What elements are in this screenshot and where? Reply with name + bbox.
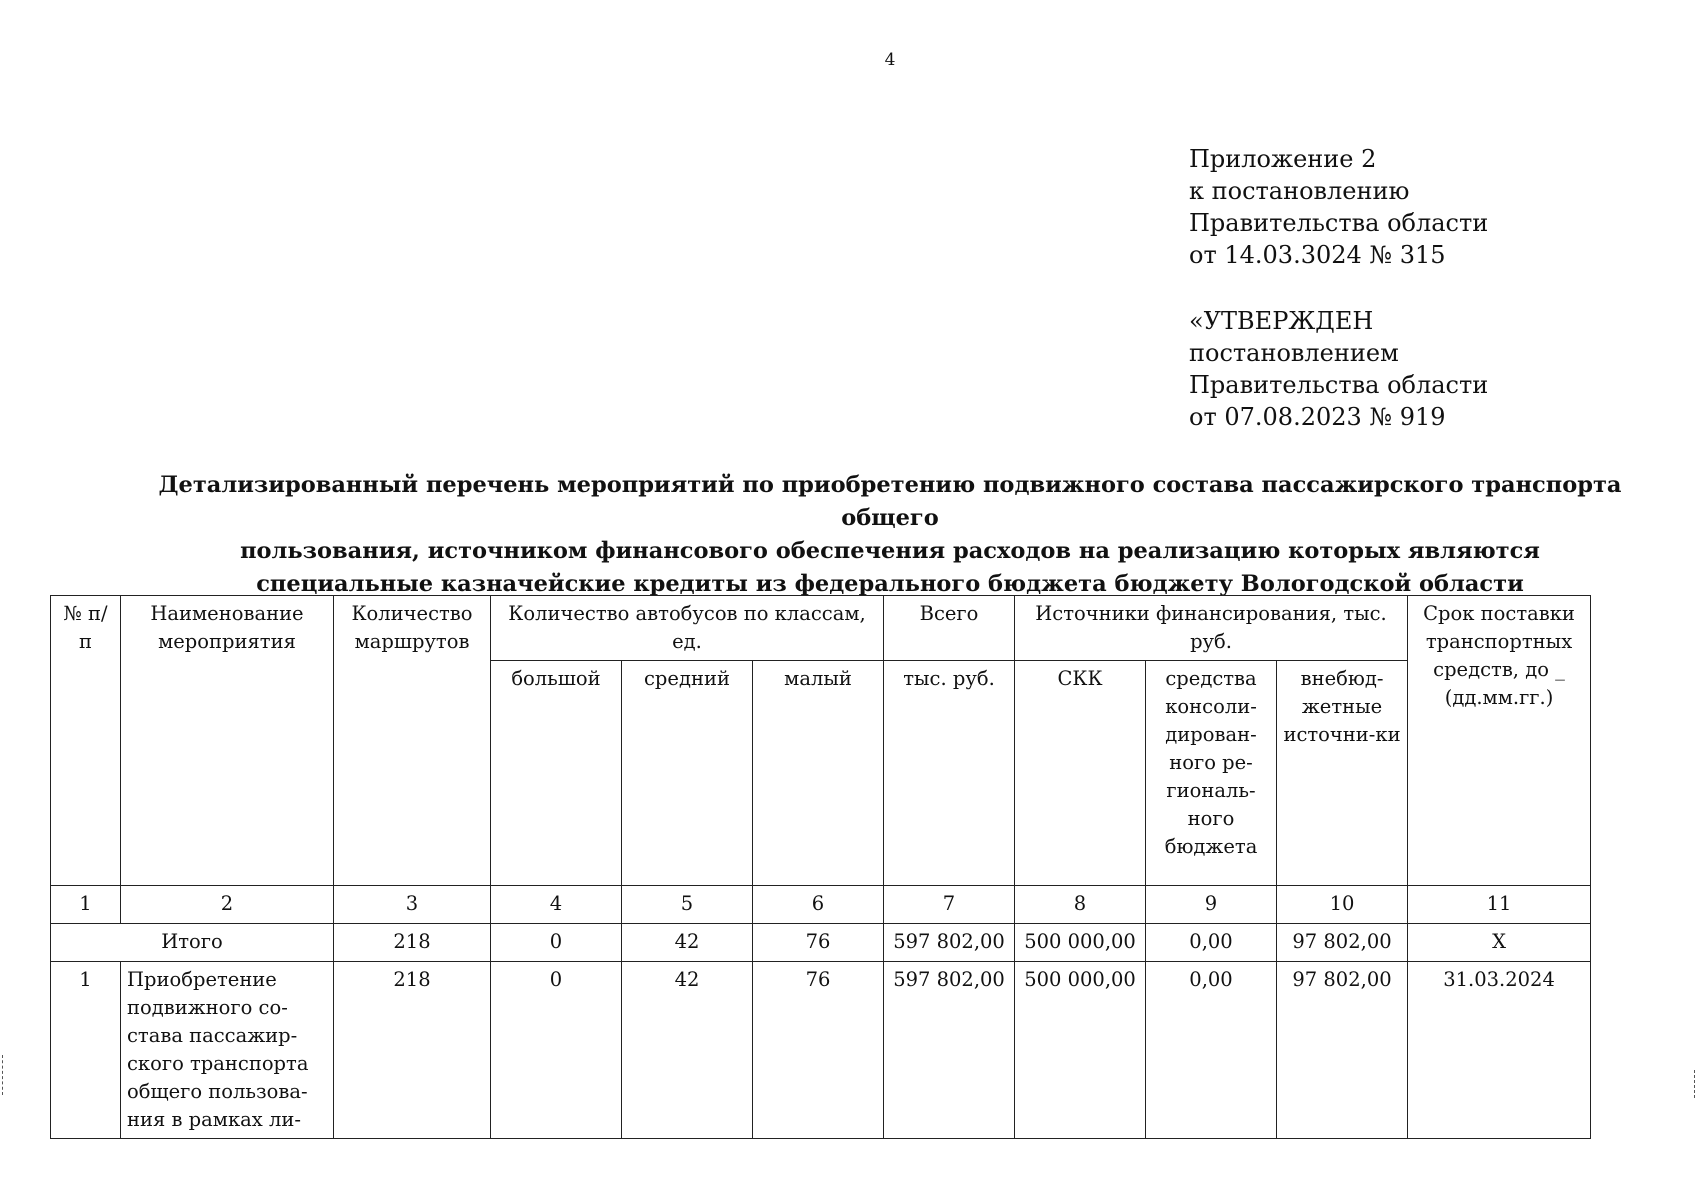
total-label: Итого <box>51 924 334 962</box>
column-number: 5 <box>622 886 753 924</box>
total-small: 76 <box>753 924 884 962</box>
title-line: специальные казначейские кредиты из федерального бюджета бюджету Вологодской области <box>256 571 1524 597</box>
column-number: 1 <box>51 886 121 924</box>
header-skk: СКК <box>1015 661 1146 886</box>
column-number-row <box>51 886 1591 924</box>
total-row <box>51 924 1591 962</box>
row-routes: 218 <box>334 962 491 1139</box>
header-deadline: Срок поставки транспортных средств, до _ (дд.мм.гг.) <box>1408 596 1591 886</box>
header-total-unit: тыс. руб. <box>884 661 1015 886</box>
total-deadline: Х <box>1408 924 1591 962</box>
total-offbudget: 97 802,00 <box>1277 924 1408 962</box>
header-num: № п/п <box>51 596 121 886</box>
row-small: 76 <box>753 962 884 1139</box>
header-total-group: Всего <box>884 596 1015 661</box>
document-title <box>140 469 1640 601</box>
table-row <box>51 962 1591 1139</box>
row-deadline: 31.03.2024 <box>1408 962 1591 1139</box>
column-number: 2 <box>121 886 334 924</box>
appendix-header <box>1189 143 1488 433</box>
approved-line: «УТВЕРЖДЕН <box>1189 307 1374 335</box>
header-routes: Количество маршрутов <box>334 596 491 886</box>
total-skk: 500 000,00 <box>1015 924 1146 962</box>
column-number: 7 <box>884 886 1015 924</box>
header-sources-group: Источники финансирования, тыс. руб. <box>1015 596 1408 661</box>
title-line: Детализированный перечень мероприятий по приобретению подвижного состава пассажирского транспорта общего <box>158 472 1622 531</box>
row-regional: 0,00 <box>1146 962 1277 1139</box>
row-large: 0 <box>491 962 622 1139</box>
header-small: малый <box>753 661 884 886</box>
column-number: 8 <box>1015 886 1146 924</box>
spacer <box>1189 271 1488 305</box>
header-offbudget: внебюд-жетные источни-ки <box>1277 661 1408 886</box>
appendix-line: Правительства области <box>1189 209 1489 237</box>
header-regional: средства консоли-дирован-ного ре-гиональ-ного бюджета <box>1146 661 1277 886</box>
margin-mark-right <box>1694 1070 1696 1098</box>
column-number: 9 <box>1146 886 1277 924</box>
row-medium: 42 <box>622 962 753 1139</box>
total-sum: 597 802,00 <box>884 924 1015 962</box>
appendix-line: Приложение 2 <box>1189 145 1377 173</box>
page-number: 4 <box>884 50 896 70</box>
header-large: большой <box>491 661 622 886</box>
total-regional: 0,00 <box>1146 924 1277 962</box>
row-name: Приобретение подвижного со-става пассажир-ского транспорта общего пользова-ния в рамках ли- <box>121 962 334 1139</box>
column-number: 6 <box>753 886 884 924</box>
header-name: Наименование мероприятия <box>121 596 334 886</box>
column-number: 10 <box>1277 886 1408 924</box>
column-number: 3 <box>334 886 491 924</box>
header-medium: средний <box>622 661 753 886</box>
header-row <box>51 596 1591 661</box>
column-number: 4 <box>491 886 622 924</box>
column-number: 11 <box>1408 886 1591 924</box>
row-total: 597 802,00 <box>884 962 1015 1139</box>
approved-line: Правительства области <box>1189 371 1489 399</box>
header-buses-group: Количество автобусов по классам, ед. <box>491 596 884 661</box>
total-medium: 42 <box>622 924 753 962</box>
row-skk: 500 000,00 <box>1015 962 1146 1139</box>
total-large: 0 <box>491 924 622 962</box>
margin-mark-left <box>2 1055 4 1095</box>
approved-line: от 07.08.2023 № 919 <box>1189 403 1446 431</box>
title-line: пользования, источником финансового обеспечения расходов на реализацию которых являются <box>240 538 1540 564</box>
total-routes: 218 <box>334 924 491 962</box>
row-offbudget: 97 802,00 <box>1277 962 1408 1139</box>
approved-line: постановлением <box>1189 339 1399 367</box>
measures-table <box>50 595 1591 1139</box>
appendix-line: к постановлению <box>1189 177 1410 205</box>
appendix-line: от 14.03.3024 № 315 <box>1189 241 1446 269</box>
row-num: 1 <box>51 962 121 1139</box>
